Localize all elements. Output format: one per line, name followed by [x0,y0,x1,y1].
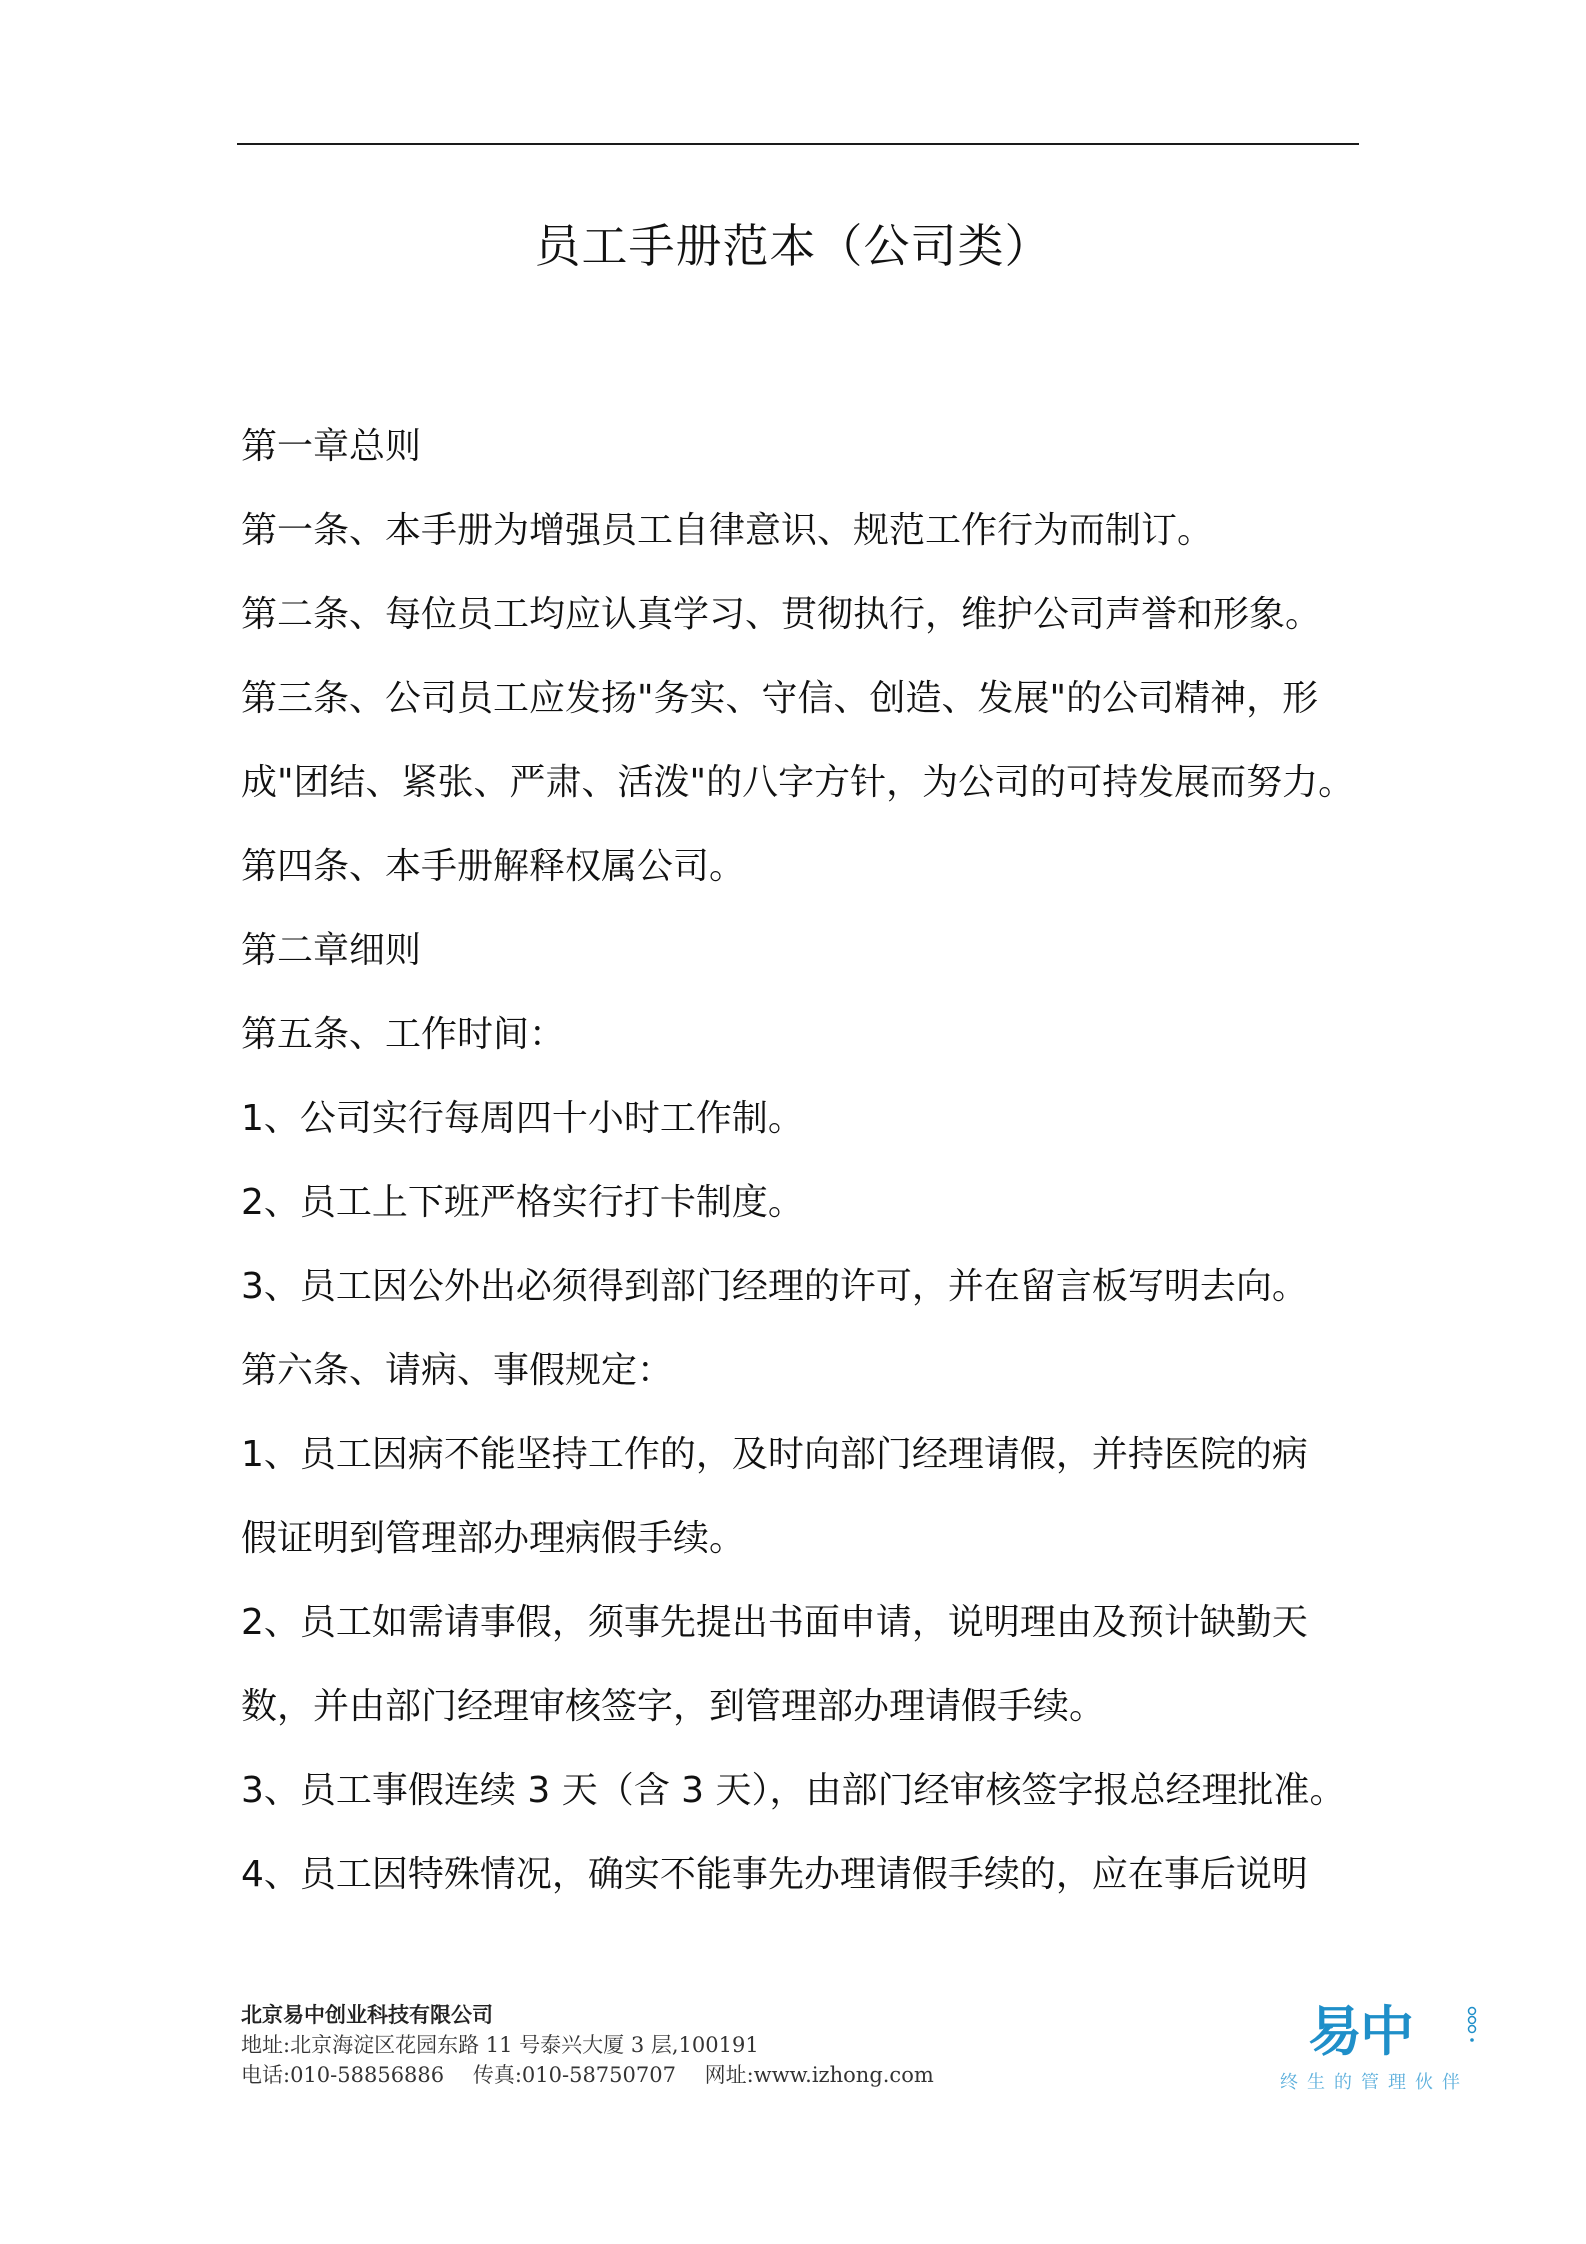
document-body [241,405,1361,1917]
page-footer [241,2000,1141,2090]
paragraph-line: 第一条、本手册为增强员工自律意识、规范工作行为而制订。 [241,510,1214,551]
list-item: 假证明到管理部办理病假手续。 [241,1518,746,1559]
list-item: 4、员工因特殊情况，确实不能事先办理请假手续的，应在事后说明 [241,1854,1308,1895]
footer-company-name: 北京易中创业科技有限公司 [241,2002,493,2027]
logo-slogan: 终生的管理伙伴 [1280,2072,1469,2093]
list-item: 数，并由部门经理审核签字，到管理部办理请假手续。 [241,1686,1106,1727]
list-item: 2、员工上下班严格实行打卡制度。 [241,1182,804,1223]
footer-fax: 传真:010-58750707 [472,2063,676,2087]
list-item: 3、员工事假连续 3 天（含 3 天），由部门经审核签字报总经理批准。 [241,1770,1346,1811]
logo-wordmark: 易中 [1308,2000,1412,2063]
chapter-heading: 第一章总则 [241,426,422,467]
list-item: 1、员工因病不能坚持工作的，及时向部门经理请假，并持医院的病 [241,1434,1308,1475]
footer-phone: 电话:010-58856886 [241,2063,445,2087]
list-item: 3、员工因公外出必须得到部门经理的许可，并在留言板写明去向。 [241,1266,1308,1307]
paragraph-line: 第三条、公司员工应发扬"务实、守信、创造、发展"的公司精神，形 [241,678,1319,719]
footer-contact-line [241,2060,1141,2090]
footer-address: 地址:北京海淀区花园东路 11 号泰兴大厦 3 层,100191 [241,2033,759,2057]
list-item: 1、公司实行每周四十小时工作制。 [241,1098,804,1139]
document-title: 员工手册范本（公司类） [534,219,1052,273]
article-heading: 第六条、请病、事假规定： [241,1350,674,1391]
paragraph-line: 第四条、本手册解释权属公司。 [241,846,746,887]
header-rule [237,143,1359,145]
chapter-heading: 第二章细则 [241,930,422,971]
logo-registered-mark-icon [1466,2006,1478,2046]
list-item: 2、员工如需请事假，须事先提出书面申请，说明理由及预计缺勤天 [241,1602,1308,1643]
paragraph-line: 第二条、每位员工均应认真学习、贯彻执行，维护公司声誉和形象。 [241,594,1322,635]
company-logo [1278,2000,1498,2110]
article-heading: 第五条、工作时间： [241,1014,566,1055]
paragraph-line: 成"团结、紧张、严肃、活泼"的八字方针，为公司的可持发展而努力。 [241,762,1355,803]
footer-website: 网址:www.izhong.com [704,2063,934,2087]
